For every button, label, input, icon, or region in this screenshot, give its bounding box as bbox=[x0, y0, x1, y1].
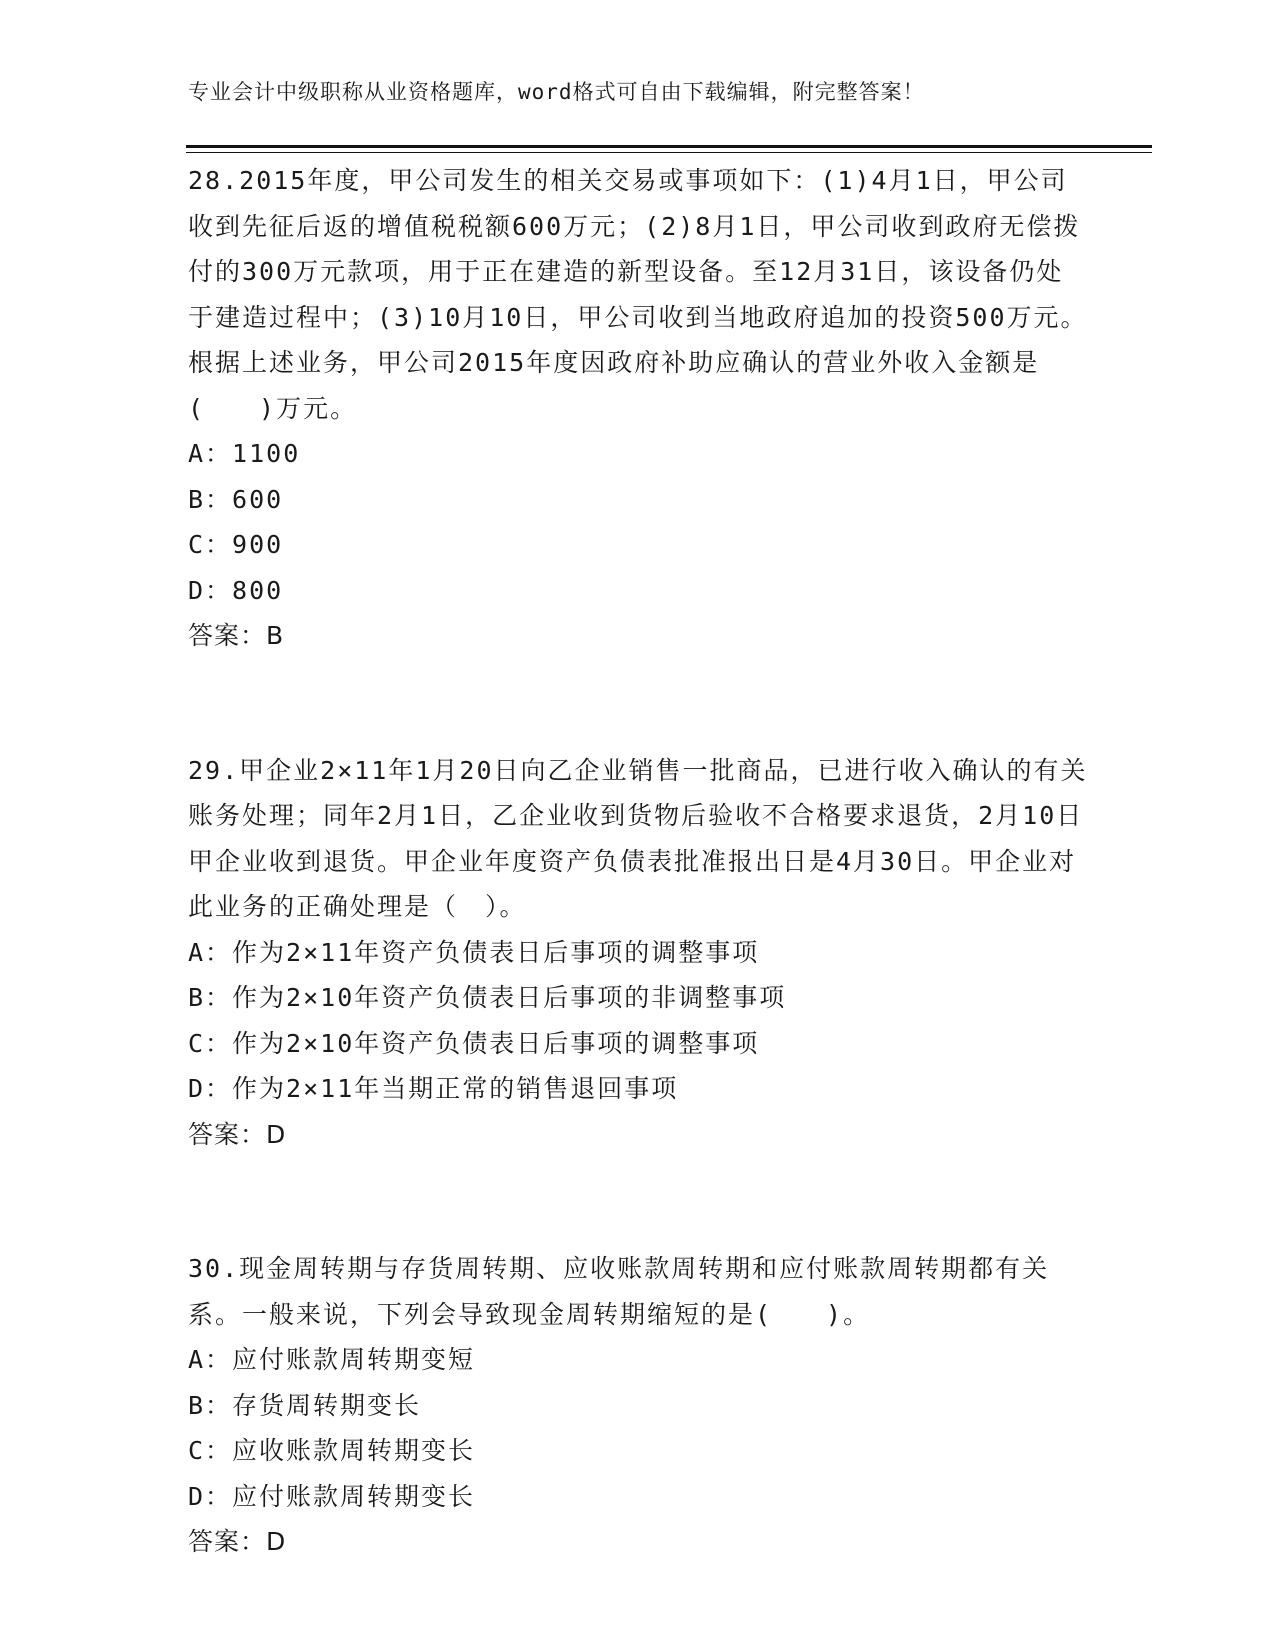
option-b: B：作为2×10年资产负债表日后事项的非调整事项 bbox=[188, 983, 787, 1012]
question-30 bbox=[188, 1246, 1088, 1565]
option-a: A：1100 bbox=[188, 439, 301, 468]
option-a: A：应付账款周转期变短 bbox=[188, 1345, 476, 1374]
answer-line: 答案：D bbox=[188, 1527, 287, 1556]
question-29 bbox=[188, 748, 1088, 1158]
question-stem: 30.现金周转期与存货周转期、应收账款周转期和应付账款周转期都有关系。一般来说，下列会导致现金周转期缩短的是( )。 bbox=[188, 1254, 1050, 1329]
question-28 bbox=[188, 158, 1088, 659]
option-c: C：作为2×10年资产负债表日后事项的调整事项 bbox=[188, 1028, 760, 1058]
option-c: C：应收账款周转期变长 bbox=[188, 1436, 476, 1465]
question-spacer bbox=[188, 659, 1088, 748]
option-a: A：作为2×11年资产负债表日后事项的调整事项 bbox=[188, 937, 760, 967]
question-list bbox=[188, 158, 1088, 1565]
option-b: B：存货周转期变长 bbox=[188, 1390, 422, 1420]
question-stem: 28.2015年度，甲公司发生的相关交易或事项如下：(1)4月1日，甲公司收到先征后返的增值税税额600万元；(2)8月1日，甲公司收到政府无偿拨付的300万元款项，用于正在建造的新型设备。至12月31日，该设备仍处于建造过程中；(3)10月10日，甲公司收到当地政府追加的投资500万元。根据上述业务，甲公司2015年度因政府补助应确认的营业外收入金额是( )万元。 bbox=[188, 166, 1088, 423]
option-d: D：800 bbox=[188, 575, 284, 605]
option-b: B：600 bbox=[188, 484, 284, 514]
header-rule-thick bbox=[186, 145, 1152, 148]
page-header: 专业会计中级职称从业资格题库，word格式可自由下载编辑，附完整答案！ bbox=[188, 80, 925, 104]
option-c: C：900 bbox=[188, 530, 284, 559]
question-stem: 29.甲企业2×11年1月20日向乙企业销售一批商品，已进行收入确认的有关账务处理；同年2月1日，乙企业收到货物后验收不合格要求退货，2月10日甲企业收到退货。甲企业年度资产负债表批准报出日是4月30日。甲企业对此业务的正确处理是（ ）。 bbox=[188, 755, 1088, 921]
option-d: D：应付账款周转期变长 bbox=[188, 1481, 476, 1511]
answer-line: 答案：D bbox=[188, 1119, 287, 1149]
option-d: D：作为2×11年当期正常的销售退回事项 bbox=[188, 1074, 679, 1103]
question-spacer bbox=[188, 1157, 1088, 1246]
answer-line: 答案：B bbox=[188, 621, 285, 650]
header-rule-thin bbox=[186, 152, 1152, 153]
